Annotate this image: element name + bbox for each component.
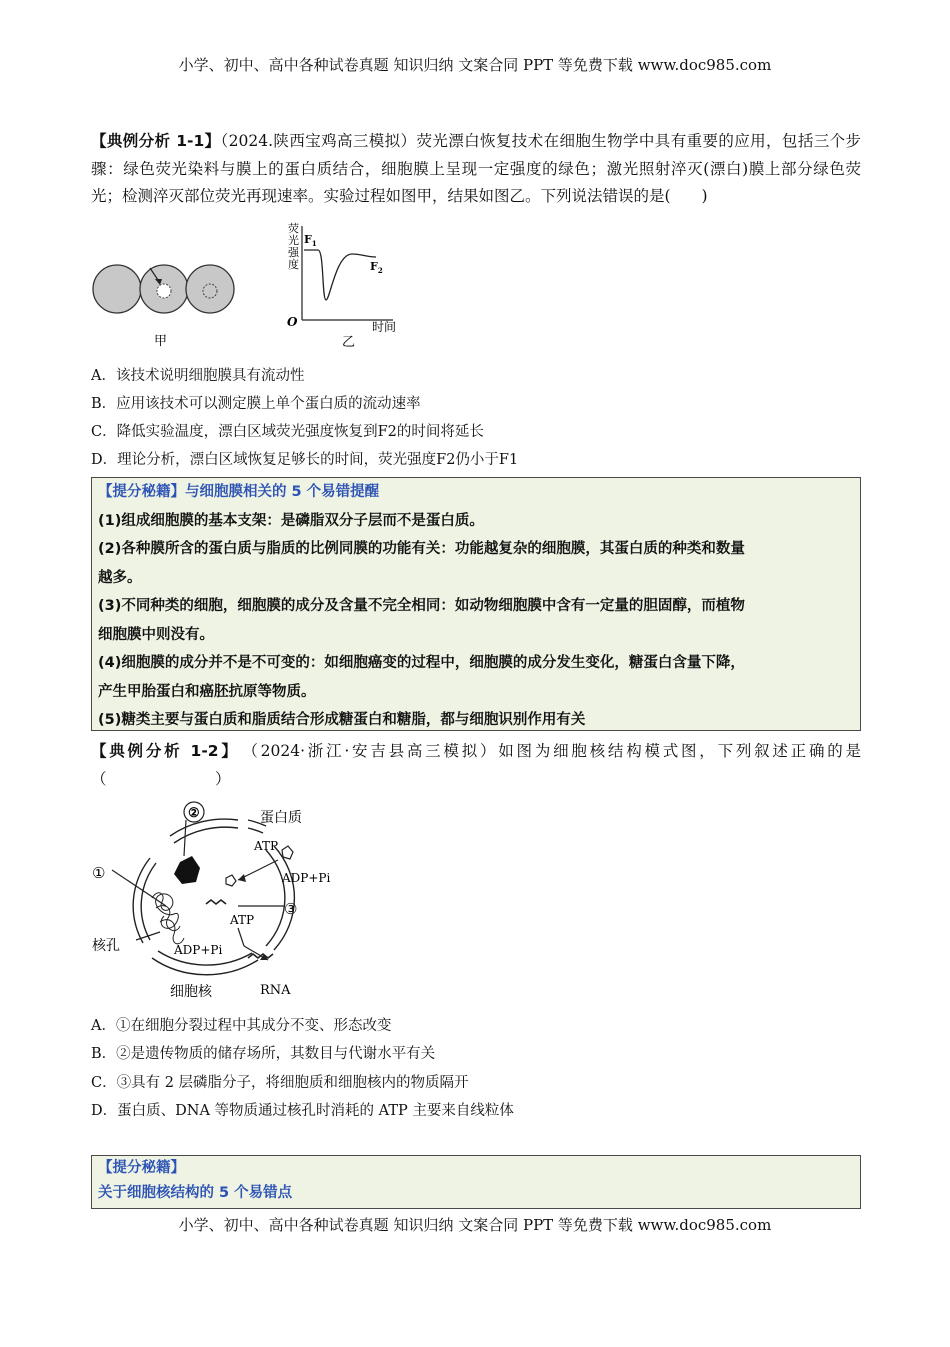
rna-inner [206,900,226,904]
tip-box-membrane [91,477,861,731]
f2-label: $F_2$ [370,260,383,275]
question-stem: （2024·浙江·安吉县高三模拟）如图为细胞核结构模式图，下列叙述正确的是（ ） [91,742,861,788]
option-d: D．蛋白质、DNA 等物质通过核孔时消耗的 ATP 主要来自线粒体 [91,1103,514,1119]
label-atp-top: ATP [254,839,279,853]
tip-subtitle: 关于细胞核结构的 5 个易错点 [98,1185,293,1201]
tip-line: 越多。 [98,569,142,586]
arrow-head [238,874,246,882]
tip-line: 产生甲胎蛋白和癌胚抗原等物质。 [98,683,316,700]
y-axis-char-1: 荧 [288,222,299,235]
label-2: ② [188,806,200,821]
page-footer: 小学、初中、高中各种试卷真题 知识归纳 文案合同 PPT 等免费下载 www.doc985.com [178,1216,772,1234]
question-label: 【典例分析 1-2】 [91,742,232,760]
label-atp-bottom: ATP [230,913,255,927]
option-d: D．理论分析，漂白区域恢复足够长的时间，荧光强度F2仍小于F1 [91,452,519,468]
question-stem: （2024.陕西宝鸡高三模拟）荧光漂白恢复技术在细胞生物学中具有重要的应用，包括三个步骤：绿色荧光染料与膜上的蛋白质结合，细胞膜上呈现一定强度的绿色；激光照射淬灭(漂白)膜上部分绿色荧光；检测淬灭部位荧光再现速率。实验过程如图甲，结果如图乙。下列说法错误的是( ) [91,132,861,205]
y-axis-char-3: 强 [288,246,299,259]
tip-line: (4)细胞膜的成分并不是不可变的：如细胞癌变的过程中，细胞膜的成分发生变化，糖蛋白含量下降， [98,655,745,671]
figure-jia [90,262,240,352]
tip-box-nucleus [91,1155,861,1209]
figure-yi-label: 乙 [342,335,356,350]
tip-line: (2)各种膜所含的蛋白质与脂质的比例同膜的功能有关：功能越复杂的细胞膜，其蛋白质的种类和数量 [98,541,745,557]
label-nucleus: 细胞核 [170,984,212,1000]
option-a: A．该技术说明细胞膜具有流动性 [91,368,305,384]
label-adp-top: ADP+Pi [282,871,331,885]
label-protein: 蛋白质 [260,810,302,826]
protein-inside [226,875,236,886]
figure-jia-label: 甲 [154,334,168,349]
page-header: 小学、初中、高中各种试卷真题 知识归纳 文案合同 PPT 等免费下载 www.doc985.com [178,56,772,74]
tip-line: (1)组成细胞膜的基本支架：是磷脂双分子层而不是蛋白质。 [98,512,484,529]
y-axis-char-2: 光 [288,234,299,247]
label-pore: 核孔 [92,938,120,954]
tip-title: 【提分秘籍】 [98,1160,185,1176]
tip-line: 细胞膜中则没有。 [98,626,214,643]
cell-recovered [186,265,234,313]
f1-label: $F_1$ [304,233,317,248]
figure-yi [278,218,418,353]
x-axis-label: 时间 [372,320,397,334]
label-3: ③ [284,900,298,918]
bleached-spot [157,284,171,298]
option-a: A．①在细胞分裂过程中其成分不变、形态改变 [91,1018,392,1034]
fluorescence-curve [304,250,376,300]
cell-before [93,265,141,313]
nucleus-figure [88,798,358,1003]
option-b: B．应用该技术可以测定膜上单个蛋白质的流动速率 [91,396,421,412]
tip-line: (5)糖类主要与蛋白质和脂质结合形成糖蛋白和糖脂，都与细胞识别作用有关 [98,712,586,728]
origin-label: O [287,315,298,329]
label-adp-bottom: ADP+Pi [174,943,223,957]
tip-title: 【提分秘籍】与细胞膜相关的 5 个易错提醒 [98,484,380,500]
option-c: C．③具有 2 层磷脂分子，将细胞质和细胞核内的物质隔开 [91,1075,469,1091]
tip-line: (3)不同种类的细胞，细胞膜的成分及含量不完全相同：如动物细胞膜中含有一定量的胆固醇，而植物 [98,598,745,614]
question-1-2 [91,738,861,793]
question-label: 【典例分析 1-1】 [91,132,221,150]
label-1: ① [92,864,106,882]
option-b: B．②是遗传物质的储存场所，其数目与代谢水平有关 [91,1046,436,1062]
question-1-1 [91,128,861,211]
protein-outside [282,846,293,859]
y-axis-char-4: 度 [288,258,299,271]
label-rna: RNA [260,983,291,998]
option-c: C．降低实验温度，漂白区域荧光强度恢复到F2的时间将延长 [91,424,484,440]
nucleolus [174,856,200,884]
